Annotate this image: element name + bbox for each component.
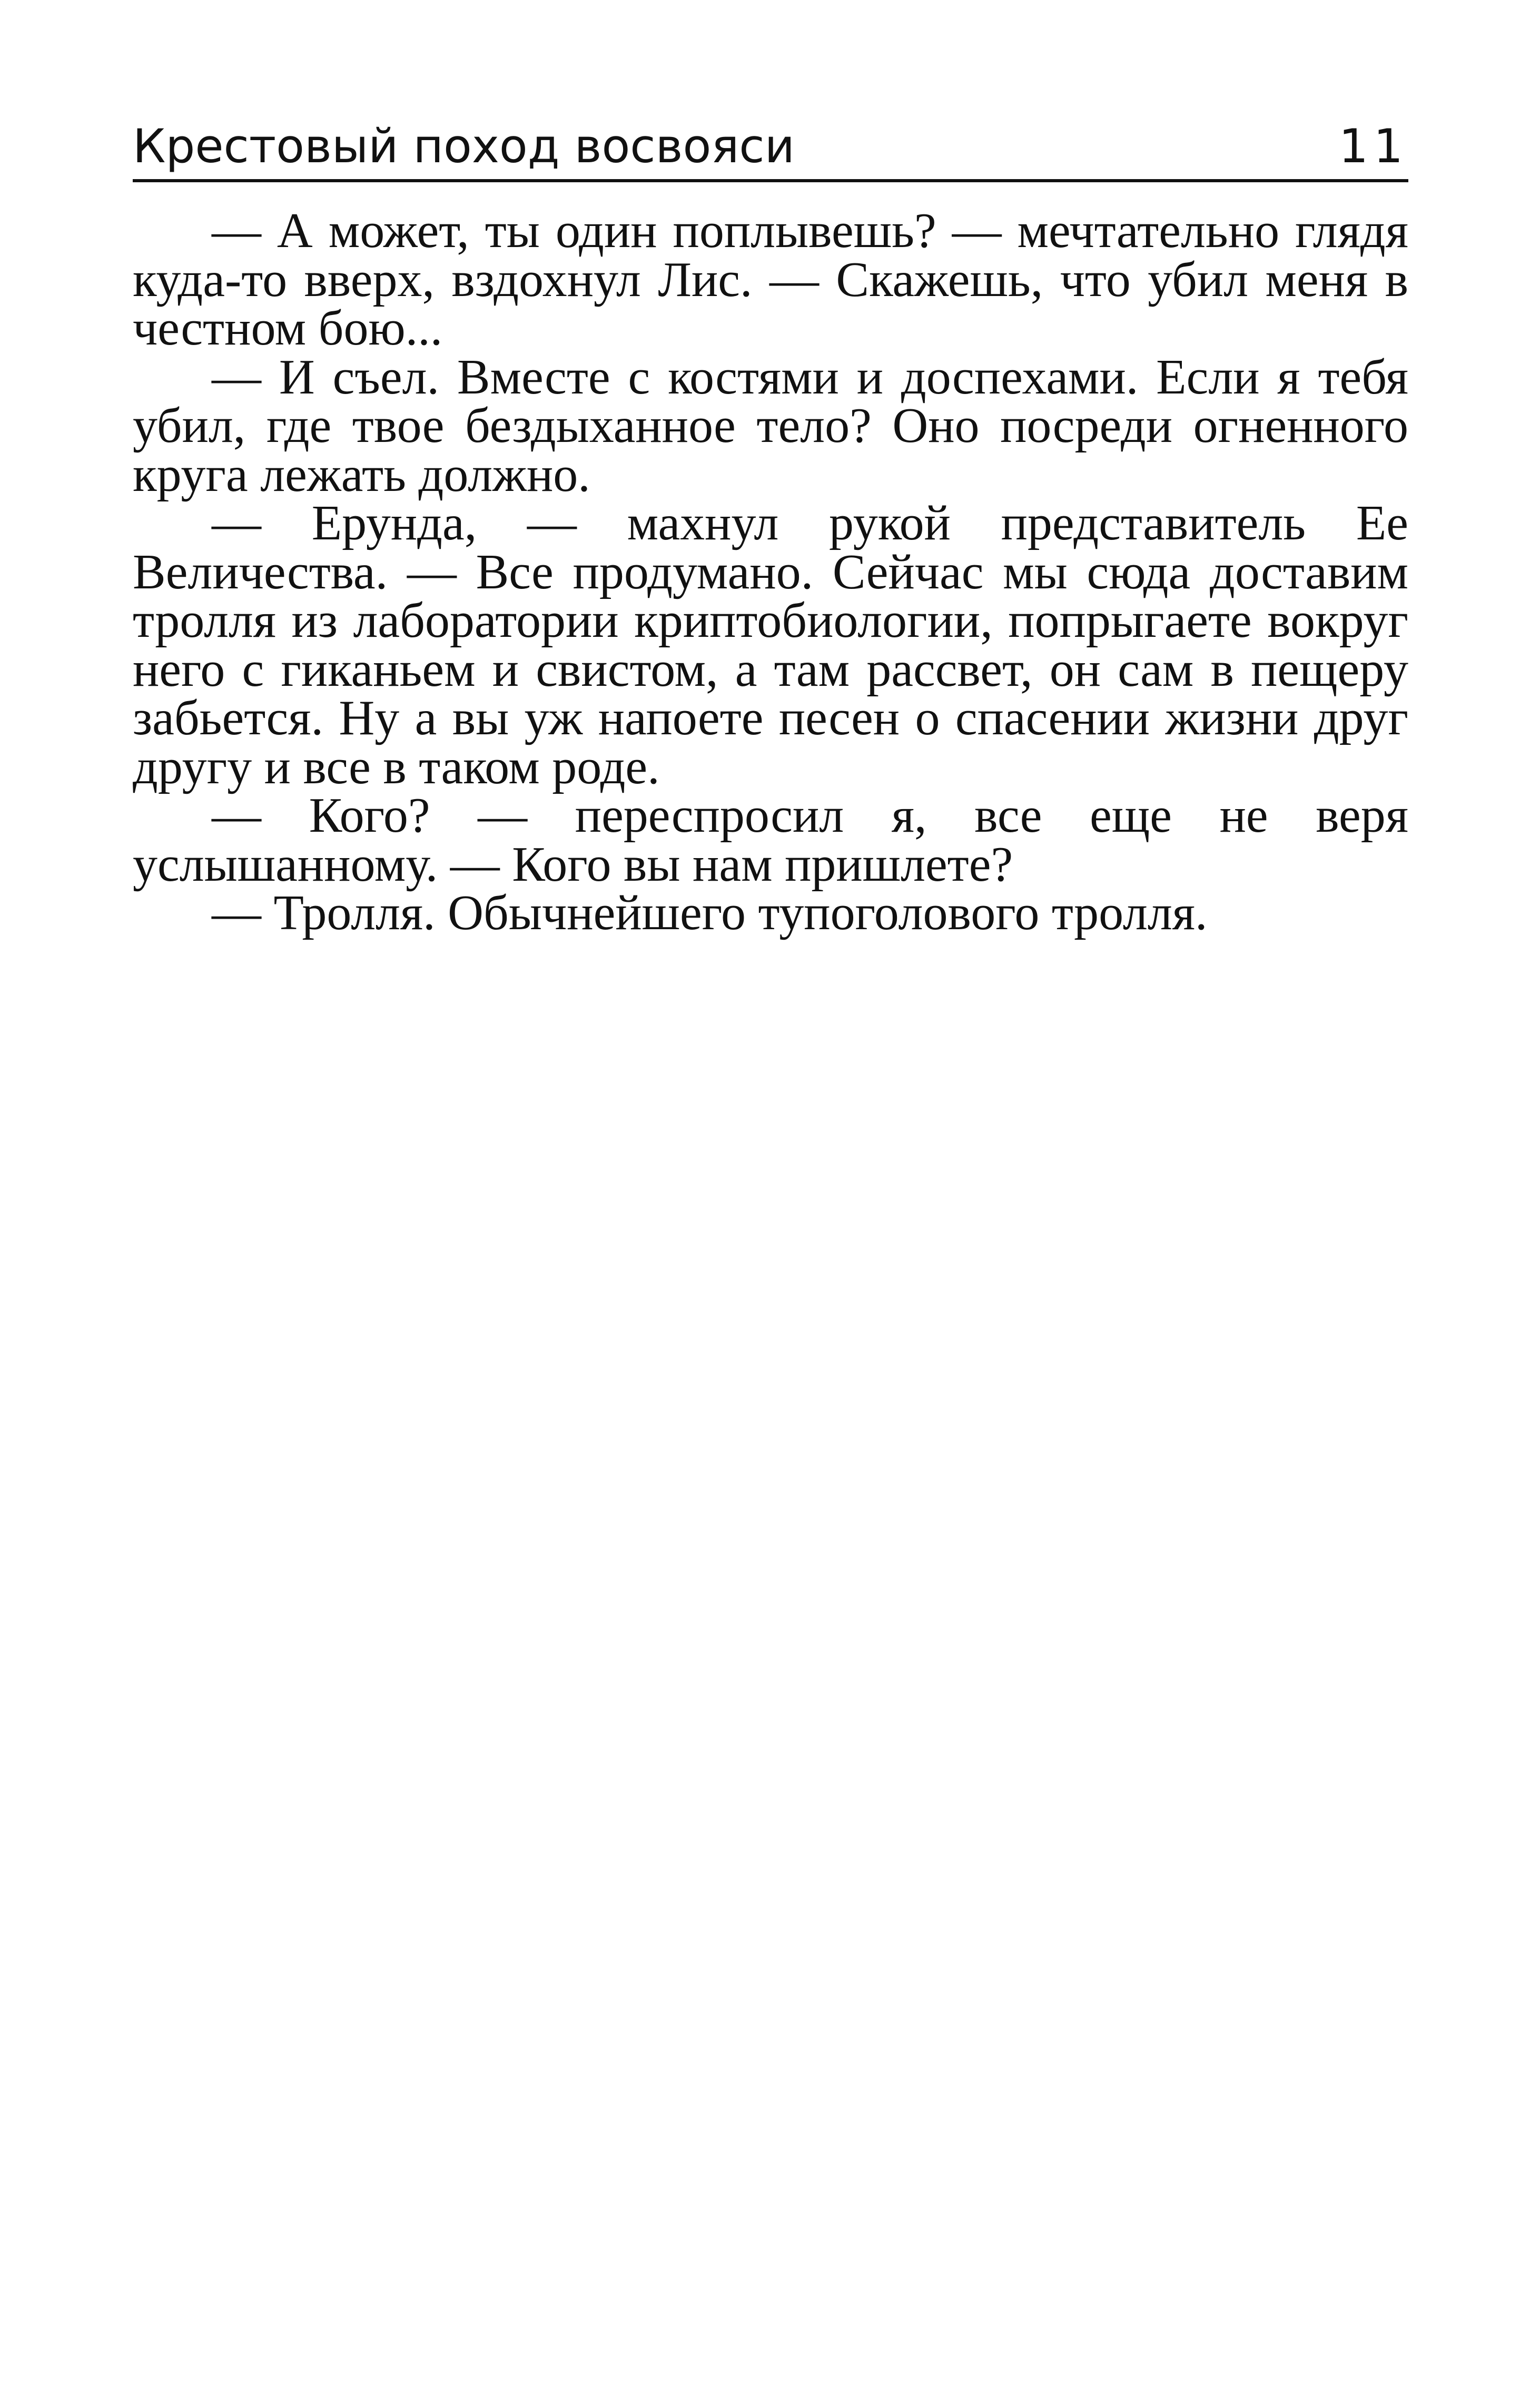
paragraph-2: — И съел. Вместе с костями и доспехами. Если я тебя убил, где твое бездыханное тело? Оно посреди огненного круга лежать должно.	[133, 349, 1408, 502]
header-divider	[133, 179, 1408, 182]
paragraph-5: — Тролля. Обычнейшего тупоголового тролля.	[212, 885, 1208, 940]
page-number: 11	[1339, 119, 1408, 173]
paragraph-1: — А может, ты один поплывешь? — мечтательно глядя куда-то вверх, вздохнул Лис. — Скажешь, что убил меня в честном бою...	[133, 203, 1408, 356]
page-header	[133, 115, 1408, 178]
body-text	[133, 203, 1408, 940]
running-title: Крестовый поход восвояси	[133, 119, 795, 173]
paragraph-4: — Кого? — переспросил я, все еще не веря услышанному. — Кого вы нам пришлете?	[133, 788, 1408, 892]
paragraph-3: — Ерунда, — махнул рукой представитель Ее Величества. — Все продумано. Сейчас мы сюда доставим тролля из лаборатории криптобиологии, попрыгаете вокруг него с гиканьем и свистом, а там рассвет, он сам в пещеру забьется. Ну а вы уж напоете песен о спасении жизни друг другу и все в таком роде.	[133, 496, 1408, 794]
